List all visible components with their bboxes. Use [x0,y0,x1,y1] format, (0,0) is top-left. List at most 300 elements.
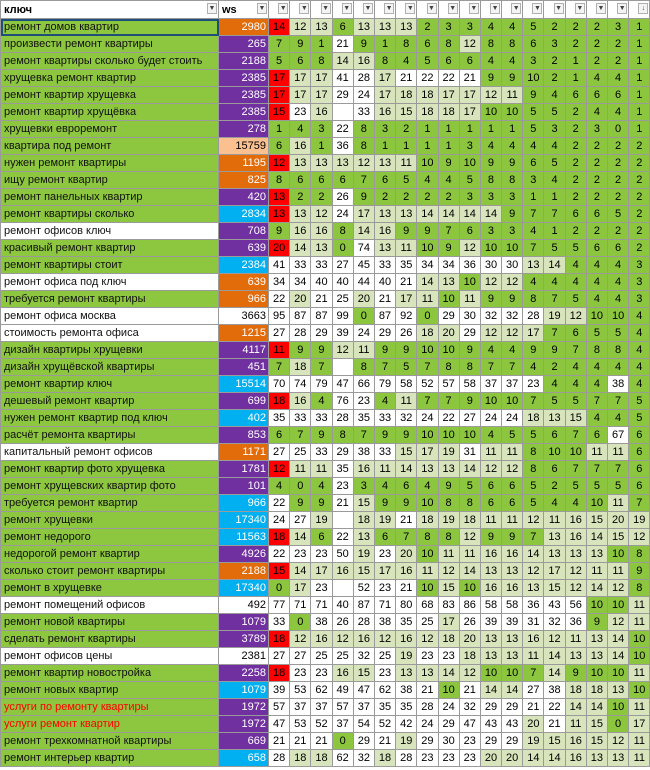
position-cell[interactable]: 2 [565,121,586,138]
keyword-cell[interactable]: дешевый ремонт квартир [1,393,219,410]
position-cell[interactable]: 10 [608,308,629,325]
position-cell[interactable]: 10 [438,427,459,444]
position-cell[interactable]: 35 [374,699,395,716]
position-cell[interactable]: 27 [269,444,290,461]
position-cell[interactable]: 13 [332,155,353,172]
position-cell[interactable]: 17 [311,70,332,87]
position-cell[interactable]: 37 [502,376,523,393]
position-cell[interactable]: 6 [480,495,501,512]
position-cell[interactable]: 23 [438,750,459,767]
position-cell[interactable]: 0 [417,308,438,325]
position-cell[interactable]: 21 [374,733,395,750]
position-cell[interactable]: 11 [629,699,650,716]
ws-cell[interactable]: 2834 [219,206,269,223]
position-cell[interactable]: 2 [629,189,650,206]
position-cell[interactable]: 17 [290,580,311,597]
keyword-cell[interactable]: сколько стоит ремонт квартиры [1,563,219,580]
position-cell[interactable]: 12 [480,325,501,342]
position-cell[interactable]: 13 [502,563,523,580]
position-cell[interactable]: 19 [523,733,544,750]
position-cell[interactable]: 11 [417,291,438,308]
position-cell[interactable]: 28 [353,70,374,87]
position-cell[interactable]: 13 [311,155,332,172]
position-cell[interactable]: 39 [502,614,523,631]
position-cell[interactable]: 24 [480,410,501,427]
position-cell[interactable]: 36 [565,614,586,631]
position-cell[interactable]: 36 [459,257,480,274]
position-cell[interactable]: 8 [332,223,353,240]
position-cell[interactable]: 1 [374,36,395,53]
position-cell[interactable]: 14 [290,529,311,546]
position-cell[interactable]: 99 [332,308,353,325]
position-cell[interactable]: 30 [480,257,501,274]
keyword-cell[interactable]: ремонт офисов ключ [1,223,219,240]
position-cell[interactable]: 9 [629,563,650,580]
position-cell[interactable]: 7 [523,529,544,546]
ws-cell[interactable]: 451 [219,359,269,376]
position-cell[interactable]: 17 [417,444,438,461]
position-cell[interactable]: 7 [353,172,374,189]
position-cell[interactable]: 2 [396,121,417,138]
position-cell[interactable]: 4 [523,223,544,240]
position-cell[interactable]: 4 [480,138,501,155]
position-cell[interactable]: 14 [586,699,607,716]
position-cell[interactable]: 15 [586,733,607,750]
position-cell[interactable]: 2 [586,155,607,172]
position-cell[interactable]: 13 [480,648,501,665]
position-cell[interactable]: 10 [459,427,480,444]
filter-dropdown-icon[interactable]: ▼ [533,5,541,12]
position-cell[interactable]: 4 [608,274,629,291]
position-cell[interactable]: 16 [353,461,374,478]
position-cell[interactable]: 6 [438,53,459,70]
position-cell[interactable]: 8 [438,359,459,376]
position-cell[interactable]: 12 [565,563,586,580]
position-cell[interactable]: 2 [417,19,438,36]
position-cell[interactable]: 6 [608,240,629,257]
position-cell[interactable]: 23 [311,546,332,563]
position-cell[interactable]: 13 [565,546,586,563]
position-cell[interactable]: 32 [396,410,417,427]
filter-dropdown-icon[interactable]: ▼ [555,5,563,12]
position-cell[interactable]: 5 [544,240,565,257]
position-cell[interactable]: 21 [459,70,480,87]
position-cell[interactable]: 13 [438,274,459,291]
position-cell[interactable]: 13 [374,240,395,257]
position-cell[interactable]: 10 [502,240,523,257]
position-cell[interactable]: 57 [332,699,353,716]
position-cell[interactable]: 92 [396,308,417,325]
position-cell[interactable]: 5 [459,172,480,189]
ws-cell[interactable]: 669 [219,733,269,750]
position-cell[interactable]: 31 [459,444,480,461]
position-cell[interactable]: 13 [396,665,417,682]
position-cell[interactable]: 2 [629,206,650,223]
position-cell[interactable]: 3 [459,189,480,206]
keyword-cell[interactable]: ремонт квартир новостройка [1,665,219,682]
position-cell[interactable]: 0 [353,308,374,325]
position-cell[interactable]: 1 [629,87,650,104]
filter-dropdown-icon[interactable]: ▼ [449,5,457,12]
position-cell[interactable]: 34 [290,274,311,291]
position-cell[interactable]: 7 [353,427,374,444]
position-cell[interactable]: 47 [332,376,353,393]
position-cell[interactable]: 8 [523,444,544,461]
position-cell[interactable]: 15 [608,529,629,546]
position-cell[interactable]: 4 [480,53,501,70]
position-cell[interactable]: 12 [438,563,459,580]
position-cell[interactable]: 4 [608,70,629,87]
position-cell[interactable]: 8 [459,495,480,512]
position-cell[interactable]: 3 [353,478,374,495]
position-cell[interactable]: 6 [565,325,586,342]
filter-dropdown-icon[interactable]: ▼ [597,5,605,12]
filter-dropdown-icon[interactable]: ▼ [258,5,266,12]
position-cell[interactable]: 11 [417,563,438,580]
position-cell[interactable]: 12 [502,461,523,478]
position-cell[interactable]: 28 [269,750,290,767]
position-cell[interactable]: 4 [544,274,565,291]
keyword-cell[interactable]: услуги ремонт квартир [1,716,219,733]
position-cell[interactable]: 66 [353,376,374,393]
position-cell[interactable]: 25 [417,614,438,631]
column-header-pos[interactable] [586,1,607,19]
column-header-pos[interactable] [438,1,459,19]
position-cell[interactable]: 18 [565,682,586,699]
position-cell[interactable]: 13 [290,155,311,172]
position-cell[interactable]: 1 [438,121,459,138]
ws-cell[interactable]: 2980 [219,19,269,36]
position-cell[interactable]: 4 [629,325,650,342]
position-cell[interactable]: 13 [311,19,332,36]
position-cell[interactable]: 39 [480,614,501,631]
position-cell[interactable]: 6 [586,206,607,223]
position-cell[interactable]: 7 [586,393,607,410]
position-cell[interactable]: 21 [396,512,417,529]
position-cell[interactable]: 13 [374,19,395,36]
filter-dropdown-icon[interactable]: ▼ [618,5,626,12]
position-cell[interactable]: 23 [290,104,311,121]
position-cell[interactable]: 16 [290,393,311,410]
position-cell[interactable]: 12 [480,274,501,291]
ws-cell[interactable]: 1972 [219,716,269,733]
position-cell[interactable]: 11 [629,597,650,614]
position-cell[interactable]: 5 [586,325,607,342]
position-cell[interactable]: 3 [459,138,480,155]
position-cell[interactable]: 3 [544,121,565,138]
position-cell[interactable]: 16 [332,563,353,580]
position-cell[interactable]: 9 [438,155,459,172]
position-cell[interactable]: 7 [544,291,565,308]
position-cell[interactable]: 2 [565,172,586,189]
position-cell[interactable]: 11 [544,512,565,529]
position-cell[interactable]: 8 [502,36,523,53]
position-cell[interactable]: 4 [417,478,438,495]
position-cell[interactable]: 5 [565,478,586,495]
position-cell[interactable]: 10 [417,342,438,359]
position-cell[interactable]: 21 [332,495,353,512]
position-cell[interactable]: 14 [396,461,417,478]
position-cell[interactable]: 5 [459,478,480,495]
position-cell[interactable]: 1 [480,121,501,138]
position-cell[interactable]: 4 [586,291,607,308]
position-cell[interactable]: 21 [544,716,565,733]
position-cell[interactable]: 49 [332,682,353,699]
position-cell[interactable]: 10 [502,665,523,682]
position-cell[interactable]: 18 [269,631,290,648]
position-cell[interactable]: 30 [438,733,459,750]
position-cell[interactable]: 71 [311,597,332,614]
position-cell[interactable]: 4 [565,257,586,274]
position-cell[interactable]: 16 [523,631,544,648]
position-cell[interactable]: 9 [459,342,480,359]
position-cell[interactable]: 14 [608,631,629,648]
position-cell[interactable]: 34 [438,257,459,274]
position-cell[interactable]: 4 [586,410,607,427]
position-cell[interactable]: 9 [480,70,501,87]
position-cell[interactable]: 23 [438,648,459,665]
position-cell[interactable]: 4 [480,427,501,444]
keyword-cell[interactable]: сделать ремонт квартиры [1,631,219,648]
position-cell[interactable]: 8 [629,546,650,563]
position-cell[interactable]: 1 [311,138,332,155]
position-cell[interactable]: 7 [523,665,544,682]
position-cell[interactable]: 7 [565,342,586,359]
position-cell[interactable]: 4 [374,478,395,495]
position-cell[interactable]: 24 [438,699,459,716]
position-cell[interactable]: 38 [353,444,374,461]
position-cell[interactable]: 7 [311,359,332,376]
position-cell[interactable]: 6 [586,427,607,444]
position-cell[interactable]: 7 [629,495,650,512]
position-cell[interactable]: 7 [269,36,290,53]
position-cell[interactable]: 11 [608,444,629,461]
position-cell[interactable]: 28 [396,750,417,767]
position-cell[interactable]: 9 [438,478,459,495]
filter-dropdown-icon[interactable]: ▼ [576,5,584,12]
position-cell[interactable]: 9 [480,291,501,308]
position-cell[interactable]: 11 [608,495,629,512]
position-cell[interactable]: 12 [502,325,523,342]
ws-cell[interactable]: 1171 [219,444,269,461]
position-cell[interactable]: 29 [502,733,523,750]
position-cell[interactable]: 23 [523,376,544,393]
position-cell[interactable]: 35 [353,410,374,427]
position-cell[interactable]: 15 [353,563,374,580]
position-cell[interactable]: 4 [311,478,332,495]
position-cell[interactable]: 33 [374,257,395,274]
position-cell[interactable]: 11 [629,614,650,631]
position-cell[interactable]: 21 [396,274,417,291]
position-cell[interactable]: 7 [608,393,629,410]
keyword-cell[interactable]: капитальный ремонт офисов [1,444,219,461]
position-cell[interactable]: 2 [586,36,607,53]
position-cell[interactable]: 3 [311,121,332,138]
position-cell[interactable]: 1 [438,138,459,155]
position-cell[interactable]: 10 [544,444,565,461]
position-cell[interactable]: 4 [311,393,332,410]
position-cell[interactable]: 3 [544,36,565,53]
position-cell[interactable]: 9 [502,206,523,223]
position-cell[interactable]: 33 [269,614,290,631]
position-cell[interactable]: 5 [396,172,417,189]
position-cell[interactable]: 76 [332,393,353,410]
position-cell[interactable]: 7 [565,461,586,478]
position-cell[interactable]: 8 [438,495,459,512]
position-cell[interactable]: 77 [269,597,290,614]
position-cell[interactable]: 14 [417,274,438,291]
position-cell[interactable]: 21 [396,580,417,597]
position-cell[interactable]: 35 [396,614,417,631]
position-cell[interactable]: 2 [565,155,586,172]
ws-cell[interactable]: 2385 [219,70,269,87]
position-cell[interactable]: 10 [417,495,438,512]
position-cell[interactable]: 5 [544,393,565,410]
position-cell[interactable]: 16 [480,546,501,563]
position-cell[interactable]: 14 [353,223,374,240]
position-cell[interactable]: 20 [502,750,523,767]
position-cell[interactable]: 33 [311,257,332,274]
position-cell[interactable]: 18 [438,104,459,121]
position-cell[interactable]: 32 [353,750,374,767]
position-cell[interactable]: 8 [311,53,332,70]
ws-cell[interactable]: 699 [219,393,269,410]
position-cell[interactable]: 32 [353,648,374,665]
position-cell[interactable]: 10 [417,240,438,257]
position-cell[interactable]: 10 [586,597,607,614]
position-cell[interactable]: 11 [502,444,523,461]
position-cell[interactable]: 6 [523,36,544,53]
ws-cell[interactable]: 2188 [219,53,269,70]
position-cell[interactable]: 9 [523,342,544,359]
position-cell[interactable]: 7 [480,359,501,376]
position-cell[interactable]: 4 [480,19,501,36]
position-cell[interactable]: 37 [332,716,353,733]
position-cell[interactable]: 74 [353,240,374,257]
position-cell[interactable]: 11 [459,291,480,308]
position-cell[interactable]: 4 [608,104,629,121]
position-cell[interactable]: 5 [523,104,544,121]
position-cell[interactable]: 2 [544,19,565,36]
position-cell[interactable]: 7 [417,393,438,410]
position-cell[interactable]: 8 [353,359,374,376]
position-cell[interactable]: 10 [608,699,629,716]
position-cell[interactable]: 11 [480,512,501,529]
position-cell[interactable]: 33 [374,410,395,427]
position-cell[interactable]: 9 [353,36,374,53]
position-cell[interactable]: 4 [502,53,523,70]
position-cell[interactable]: 37 [480,376,501,393]
position-cell[interactable]: 27 [269,325,290,342]
keyword-cell[interactable]: ремонт офиса москва [1,308,219,325]
position-cell[interactable]: 6 [480,478,501,495]
position-cell[interactable]: 13 [311,240,332,257]
column-header-pos[interactable] [374,1,395,19]
position-cell[interactable]: 16 [396,563,417,580]
position-cell[interactable]: 10 [629,648,650,665]
position-cell[interactable]: 8 [332,427,353,444]
position-cell[interactable]: 18 [417,104,438,121]
keyword-cell[interactable]: недорогой ремонт квартир [1,546,219,563]
position-cell[interactable]: 4 [374,393,395,410]
position-cell[interactable]: 13 [417,665,438,682]
position-cell[interactable]: 3 [523,172,544,189]
position-cell[interactable]: 8 [438,36,459,53]
position-cell[interactable]: 13 [269,189,290,206]
position-cell[interactable]: 40 [332,597,353,614]
position-cell[interactable]: 38 [396,682,417,699]
position-cell[interactable]: 11 [586,563,607,580]
ws-cell[interactable]: 966 [219,495,269,512]
ws-cell[interactable]: 1079 [219,614,269,631]
position-cell[interactable]: 17 [374,70,395,87]
position-cell[interactable]: 62 [332,750,353,767]
keyword-cell[interactable]: ремонт помещений офисов [1,597,219,614]
position-cell[interactable]: 13 [480,631,501,648]
position-cell[interactable]: 28 [523,308,544,325]
position-cell[interactable]: 5 [523,19,544,36]
keyword-cell[interactable]: ремонт квартир хрущевка [1,87,219,104]
position-cell[interactable]: 14 [269,19,290,36]
position-cell[interactable]: 9 [417,223,438,240]
position-cell[interactable]: 17 [290,70,311,87]
position-cell[interactable]: 37 [290,699,311,716]
position-cell[interactable]: 8 [438,529,459,546]
position-cell[interactable]: 3 [480,223,501,240]
position-cell[interactable]: 12 [290,19,311,36]
keyword-cell[interactable]: ремонт интерьер квартир [1,750,219,767]
position-cell[interactable]: 9 [311,495,332,512]
position-cell[interactable]: 8 [523,291,544,308]
keyword-cell[interactable]: ремонт квартир хрущёвка [1,104,219,121]
position-cell[interactable]: 26 [396,325,417,342]
position-cell[interactable]: 47 [459,716,480,733]
position-cell[interactable]: 14 [290,563,311,580]
position-cell[interactable]: 2 [544,53,565,70]
position-cell[interactable]: 7 [502,359,523,376]
position-cell[interactable]: 0 [290,478,311,495]
filter-dropdown-icon[interactable]: ▼ [364,5,372,12]
position-cell[interactable]: 9 [502,529,523,546]
position-cell[interactable]: 4 [544,172,565,189]
position-cell[interactable]: 25 [311,648,332,665]
position-cell[interactable]: 7 [417,359,438,376]
position-cell[interactable]: 4 [544,495,565,512]
position-cell[interactable]: 32 [502,308,523,325]
position-cell[interactable]: 11 [586,444,607,461]
position-cell[interactable]: 4 [269,478,290,495]
position-cell[interactable]: 13 [353,19,374,36]
position-cell[interactable]: 3 [502,223,523,240]
keyword-cell[interactable]: нужен ремонт квартиры [1,155,219,172]
position-cell[interactable]: 2 [608,223,629,240]
position-cell[interactable]: 21 [311,291,332,308]
position-cell[interactable]: 4 [629,376,650,393]
keyword-cell[interactable]: дизайн хрущёвской квартиры [1,359,219,376]
position-cell[interactable]: 4 [544,87,565,104]
keyword-cell[interactable]: ремонт домов квартир [1,19,219,36]
position-cell[interactable]: 23 [417,750,438,767]
position-cell[interactable]: 18 [269,393,290,410]
position-cell[interactable]: 4 [502,19,523,36]
column-header-pos[interactable] [396,1,417,19]
position-cell[interactable]: 2 [608,189,629,206]
position-cell[interactable]: 20 [290,291,311,308]
position-cell[interactable]: 11 [353,342,374,359]
position-cell[interactable]: 19 [544,308,565,325]
ws-cell[interactable]: 11563 [219,529,269,546]
position-cell[interactable]: 13 [396,206,417,223]
